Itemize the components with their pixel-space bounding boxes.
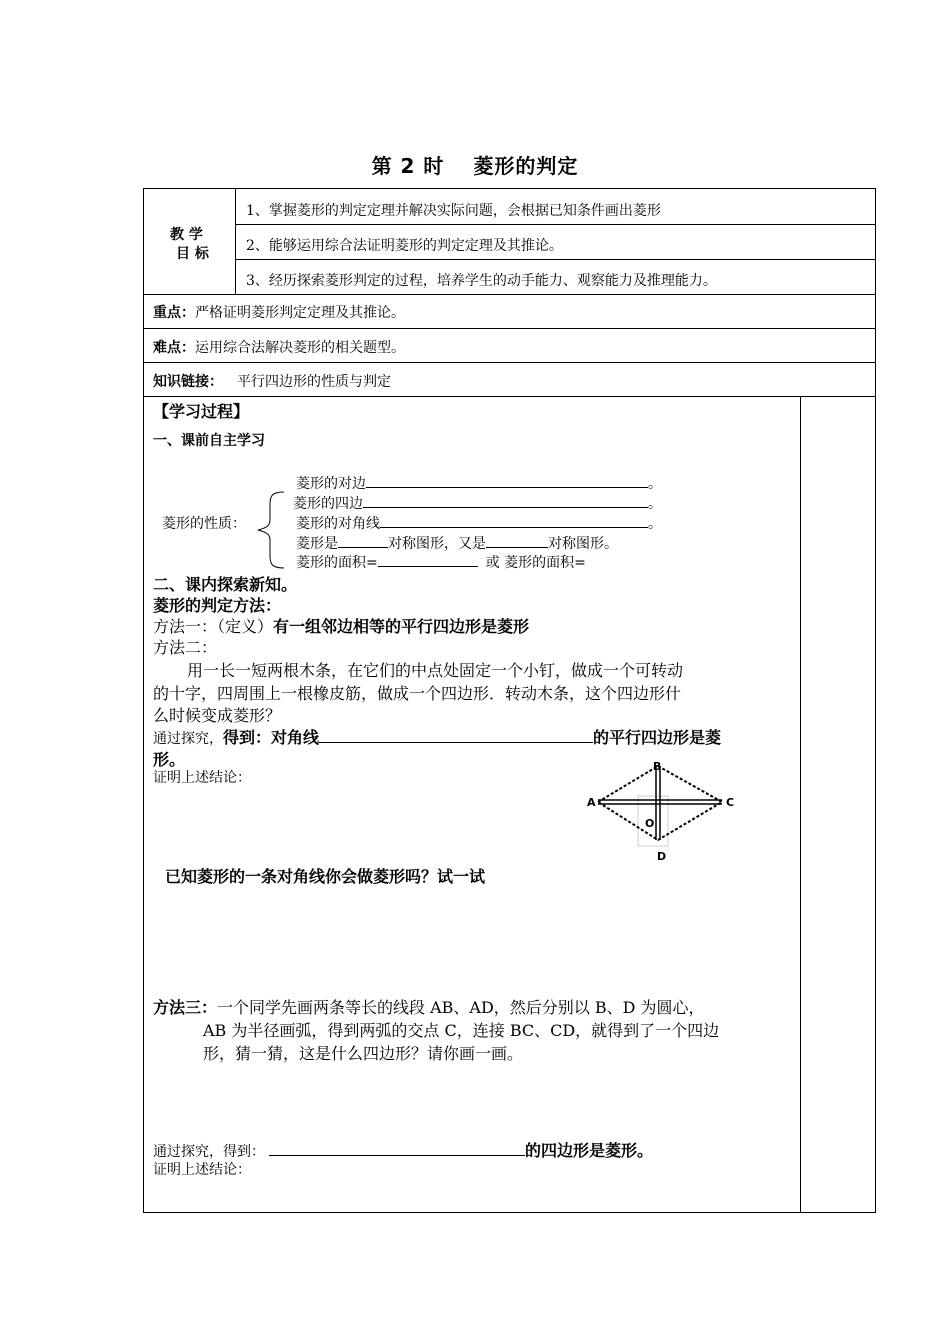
method-2-prefix: 方法二：: [153, 638, 218, 657]
symmetry-text-a: 菱形是: [296, 536, 338, 552]
knowledge-link-label: 知识链接：: [153, 374, 223, 390]
row-divider: [144, 328, 876, 329]
blank-line: [269, 1141, 525, 1156]
property-four-sides: [293, 493, 662, 513]
property-diagonals: [296, 513, 662, 533]
symmetry-text-c: 对称图形。: [548, 536, 618, 552]
objectives-label-line1: 教 学: [170, 227, 203, 243]
explore-3-prefix: 通过探究，得到：: [153, 1144, 265, 1160]
row-divider: [144, 396, 876, 397]
row-divider: [144, 294, 876, 295]
method-3-line-1: [153, 995, 705, 1018]
prove-3-label: 证明上述结论：: [153, 1162, 251, 1178]
blank-line: [486, 533, 548, 548]
property-diagonals-label: 菱形的对角线: [296, 516, 380, 532]
page-title: 第 2 时 菱形的判定: [371, 154, 579, 178]
properties-label: 菱形的性质：: [162, 516, 246, 532]
period: 。: [648, 476, 662, 492]
property-opposite-sides: [296, 473, 662, 493]
period: 。: [648, 516, 662, 532]
method-1-prefix: 方法一：（定义）: [153, 617, 274, 636]
label-c: C: [726, 796, 735, 809]
blank-line: [378, 552, 478, 567]
explore-suffix: 的平行四边形是菱: [593, 728, 722, 747]
property-area: [296, 552, 586, 572]
difficulty-text: 运用综合法解决菱形的相关题型。: [195, 340, 405, 356]
label-a: A: [587, 796, 596, 809]
label-d: D: [657, 850, 667, 863]
method-2-line-3: 么时候变成菱形？: [153, 706, 282, 725]
blank-line: [380, 513, 648, 528]
explore-prefix: 通过探究，: [153, 731, 223, 747]
area-text-a: 菱形的面积=: [296, 555, 378, 571]
knowledge-link: [153, 371, 391, 391]
blank-line: [319, 726, 593, 743]
row-divider: [144, 362, 876, 363]
method-1: [153, 614, 529, 637]
prove-label: 证明上述结论：: [153, 770, 251, 786]
section-1-heading: 一、课前自主学习: [153, 433, 265, 449]
property-opposite-sides-label: 菱形的对边: [296, 476, 366, 492]
method-3-text-1: 一个同学先画两条等长的线段 AB、AD，然后分别以 B、D 为圆心，: [217, 998, 705, 1017]
methods-heading: 菱形的判定方法：: [153, 596, 282, 615]
explore-result: [153, 725, 721, 748]
row-divider: [235, 259, 876, 260]
difficulty-label: 难点：: [153, 340, 195, 356]
property-symmetry: [296, 533, 618, 553]
objective-item-1: 1、掌握菱形的判定定理并解决实际问题，会根据已知条件画出菱形: [246, 203, 661, 219]
area-text-b: 或 菱形的面积=: [485, 555, 586, 571]
explore-3-result: [153, 1138, 653, 1161]
symmetry-text-b: 对称图形，又是: [388, 536, 486, 552]
period: 。: [648, 496, 662, 512]
label-b: B: [653, 760, 662, 773]
knowledge-link-text: 平行四边形的性质与判定: [237, 374, 391, 390]
explore-suffix-2: 形。: [153, 750, 186, 769]
row-divider: [235, 224, 876, 225]
property-four-sides-label: 菱形的四边: [293, 496, 363, 512]
difficulty: [153, 337, 405, 357]
method-1-text: 有一组邻边相等的平行四边形是菱形: [273, 617, 530, 636]
key-point: [153, 302, 405, 322]
explore-get: 得到：对角线: [223, 728, 320, 747]
rhombus-question: 已知菱形的一条对角线你会做菱形吗？试一试: [165, 867, 486, 886]
label-o: O: [645, 817, 655, 830]
objective-item-2: 2、能够运用综合法证明菱形的判定定理及其推论。: [246, 238, 563, 254]
method-2-line-2: 的十字，四周围上一根橡皮筋，做成一个四边形．转动木条，这个四边形什: [153, 684, 682, 703]
method-3-line-2: AB 为半径画弧，得到两弧的交点 C，连接 BC、CD，就得到了一个四边: [203, 1021, 720, 1040]
column-divider: [235, 189, 236, 294]
blank-line: [366, 473, 648, 488]
key-point-text: 严格证明菱形判定定理及其推论。: [195, 305, 405, 321]
blank-line: [338, 533, 388, 548]
notes-column-divider: [800, 396, 801, 1213]
process-heading: 【学习过程】: [153, 402, 250, 421]
objectives-label-line2: 目 标: [176, 246, 209, 262]
rhombus-figure: [584, 756, 744, 866]
method-3-line-3: 形，猜一猜，这是什么四边形？请你画一画。: [203, 1044, 524, 1063]
blank-line: [363, 493, 648, 508]
key-point-label: 重点：: [153, 305, 195, 321]
brace-icon: [252, 490, 292, 570]
method-3-prefix: 方法三：: [153, 998, 218, 1017]
section-2-heading: 二、课内探索新知。: [153, 575, 298, 594]
objective-item-3: 3、经历探索菱形判定的过程，培养学生的动手能力、观察能力及推理能力。: [246, 273, 717, 289]
explore-3-suffix: 的四边形是菱形。: [525, 1141, 654, 1160]
method-2-line-1: 用一长一短两根木条，在它们的中点处固定一个小钉，做成一个可转动: [187, 661, 684, 680]
